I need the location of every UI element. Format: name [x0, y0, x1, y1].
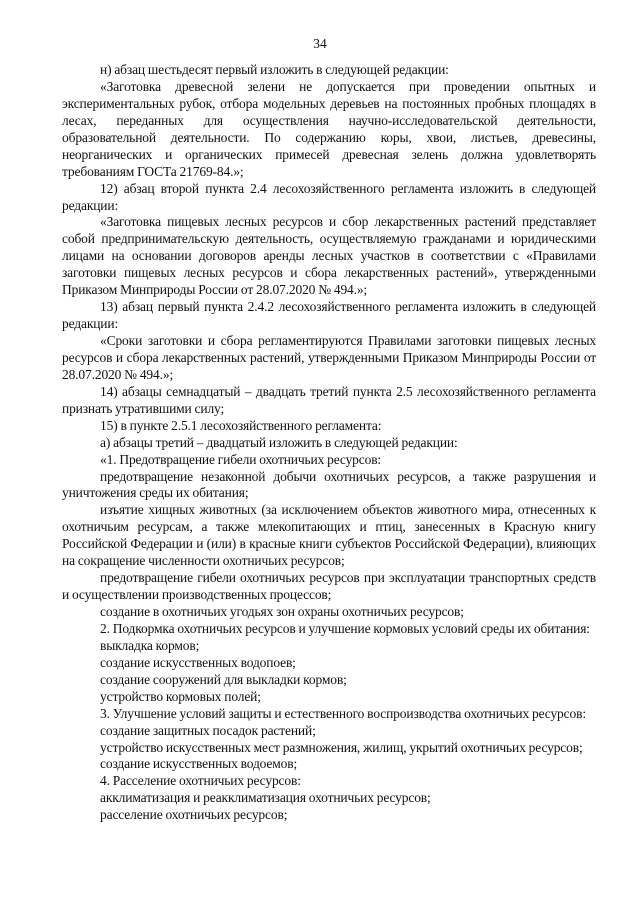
paragraph: акклиматизация и реакклиматизация охотничьих ресурсов; [100, 790, 431, 806]
paragraph: 2. Подкормка охотничьих ресурсов и улучшение кормовых условий среды их обитания: [100, 620, 590, 636]
paragraph: «Заготовка пищевых лесных ресурсов и сбор лекарственных растений представляет собой предпринимательскую деятельность, осуществляемую гражданами и юридическими лицами на основании договоров аренды лесных участков в соответствии с «Правилами заготовки пищевых лесных ресурсов и сбора лекарственных растений», утвержденными Приказом Минприроды России от 28.07.2020 № 494.»; [62, 214, 596, 298]
paragraph: 13) абзац первый пункта 2.4.2 лесохозяйственного регламента изложить в следующей редакции: [62, 299, 596, 332]
paragraph: н) абзац шестьдесят первый изложить в следующей редакции: [100, 62, 449, 77]
paragraph: 12) абзац второй пункта 2.4 лесохозяйственного регламента изложить в следующей редакции: [62, 180, 596, 213]
paragraph: создание искусственных водопоев; [100, 654, 296, 670]
paragraph: 4. Расселение охотничьих ресурсов: [100, 773, 301, 789]
paragraph: предотвращение гибели охотничьих ресурсов при эксплуатации транспортных средств и осуществлении производственных процессов; [62, 570, 596, 603]
page-number: 34 [313, 36, 327, 51]
paragraph: «Заготовка древесной зелени не допускается при проведении опытных и экспериментальных рубок, отбора модельных деревьев на постоянных пробных площадях в лесах, переданных для осуществления научно-исследовательской деятельности, образовательной деятельности. По содержанию коры, хвои, листьев, древесины, неорганических и органических примесей древесная зелень должна удовлетворять требованиям ГОСТа 21769-84.»; [62, 78, 596, 179]
paragraph: устройство кормовых полей; [100, 688, 261, 704]
paragraph: «1. Предотвращение гибели охотничьих ресурсов: [100, 451, 382, 467]
paragraph: создание искусственных водоемов; [100, 756, 298, 772]
paragraph: 15) в пункте 2.5.1 лесохозяйственного регламента: [100, 417, 382, 433]
paragraph: создание защитных посадок растений; [100, 722, 316, 738]
document-body [62, 62, 596, 824]
paragraph: а) абзацы третий – двадцатый изложить в следующей редакции: [100, 434, 458, 450]
paragraph: изъятие хищных животных (за исключением объектов животного мира, отнесенных к охотничьим ресурсам, а также млекопитающих и птиц, занесенных в Красную книгу Российской Федерации и (или) в красные книги субъектов Российской Федерации), влияющих на сокращение численности охотничьих ресурсов; [62, 502, 596, 569]
paragraph: 3. Улучшение условий защиты и естественного воспроизводства охотничьих ресурсов: [100, 705, 586, 721]
paragraph: выкладка кормов; [100, 637, 200, 653]
paragraph: устройство искусственных мест размножения, жилищ, укрытий охотничьих ресурсов; [100, 739, 583, 755]
paragraph: предотвращение незаконной добычи охотничьих ресурсов, а также разрушения и уничтожения среды их обитания; [62, 468, 596, 501]
paragraph: создание сооружений для выкладки кормов; [100, 671, 347, 687]
paragraph: «Сроки заготовки и сбора регламентируются Правилами заготовки пищевых лесных ресурсов и сбора лекарственных растений, утвержденными Приказом Минприроды России от 28.07.2020 № 494.»; [62, 333, 596, 382]
paragraph: расселение охотничьих ресурсов; [100, 807, 288, 823]
paragraph: создание в охотничьих угодьях зон охраны охотничьих ресурсов; [100, 604, 464, 619]
paragraph: 14) абзацы семнадцатый – двадцать третий пункта 2.5 лесохозяйственного регламента признать утратившими силу; [62, 383, 596, 416]
